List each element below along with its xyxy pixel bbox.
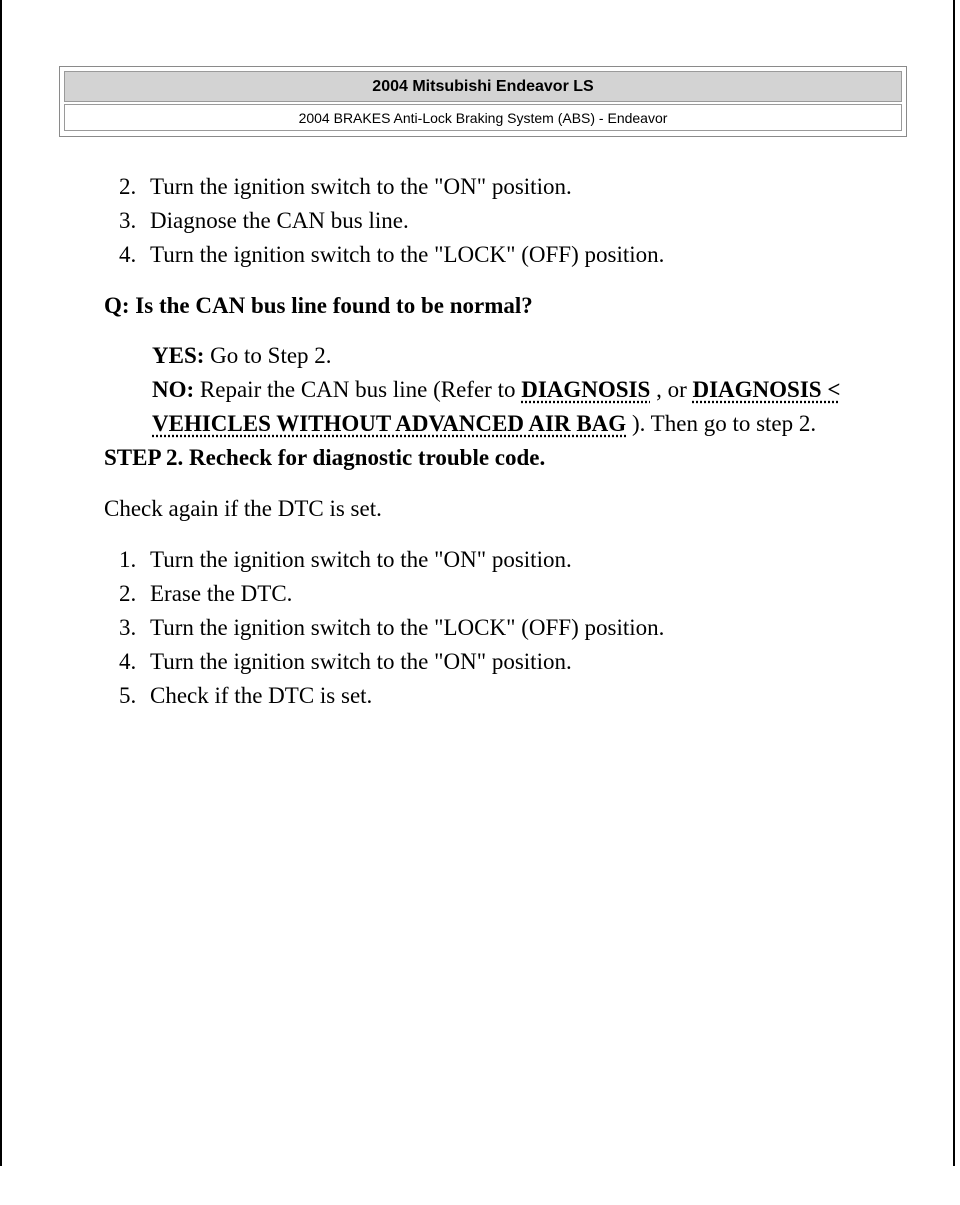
list-text: Turn the ignition switch to the "LOCK" (OFF) position.	[150, 242, 665, 267]
document-body	[104, 170, 914, 713]
question-heading: Q: Is the CAN bus line found to be normal?	[104, 293, 533, 318]
list-number: 3.	[119, 615, 137, 640]
list-text: Turn the ignition switch to the "ON" position.	[150, 174, 572, 199]
list-number: 3.	[119, 208, 137, 233]
document-header	[59, 66, 907, 137]
header-subtitle: 2004 BRAKES Anti-Lock Braking System (ABS) - Endeavor	[64, 104, 902, 131]
no-label: NO:	[152, 377, 195, 402]
yes-text: Go to Step 2.	[204, 343, 332, 368]
no-text-after: ). Then go to step 2.	[626, 411, 817, 436]
list-number: 2.	[119, 581, 137, 606]
list-number: 4.	[119, 649, 137, 674]
no-answer	[152, 373, 914, 407]
list-text: Diagnose the CAN bus line.	[150, 208, 409, 233]
list-item	[104, 645, 914, 679]
list-number: 4.	[119, 242, 137, 267]
step-2-heading: STEP 2. Recheck for diagnostic trouble code.	[104, 445, 546, 470]
list-text: Check if the DTC is set.	[150, 683, 373, 708]
list-number: 5.	[119, 683, 137, 708]
list-item	[104, 611, 914, 645]
list-item	[104, 679, 914, 713]
procedure-list-1	[104, 170, 914, 272]
no-text-middle: , or	[650, 377, 693, 402]
list-item	[104, 204, 914, 238]
list-item	[104, 238, 914, 272]
list-number: 2.	[119, 174, 137, 199]
diagnosis-link[interactable]: DIAGNOSIS	[521, 377, 651, 402]
list-number: 1.	[119, 547, 137, 572]
no-text-before: Repair the CAN bus line (Refer to	[194, 377, 522, 402]
list-text: Erase the DTC.	[150, 581, 293, 606]
procedure-list-2	[104, 543, 914, 713]
diagnosis-vehicles-link-part1[interactable]: DIAGNOSIS <	[692, 377, 841, 402]
yes-label: YES:	[152, 343, 205, 368]
no-answer-continued	[152, 407, 914, 441]
list-item	[104, 577, 914, 611]
list-item	[104, 543, 914, 577]
list-item	[104, 170, 914, 204]
list-text: Turn the ignition switch to the "LOCK" (OFF) position.	[150, 615, 665, 640]
step-2-intro: Check again if the DTC is set.	[104, 496, 382, 521]
yes-answer	[152, 339, 914, 373]
list-text: Turn the ignition switch to the "ON" position.	[150, 547, 572, 572]
diagnosis-vehicles-link-part2[interactable]: VEHICLES WITHOUT ADVANCED AIR BAG	[152, 411, 627, 436]
answers-block	[104, 339, 914, 441]
header-title: 2004 Mitsubishi Endeavor LS	[64, 71, 902, 102]
list-text: Turn the ignition switch to the "ON" position.	[150, 649, 572, 674]
